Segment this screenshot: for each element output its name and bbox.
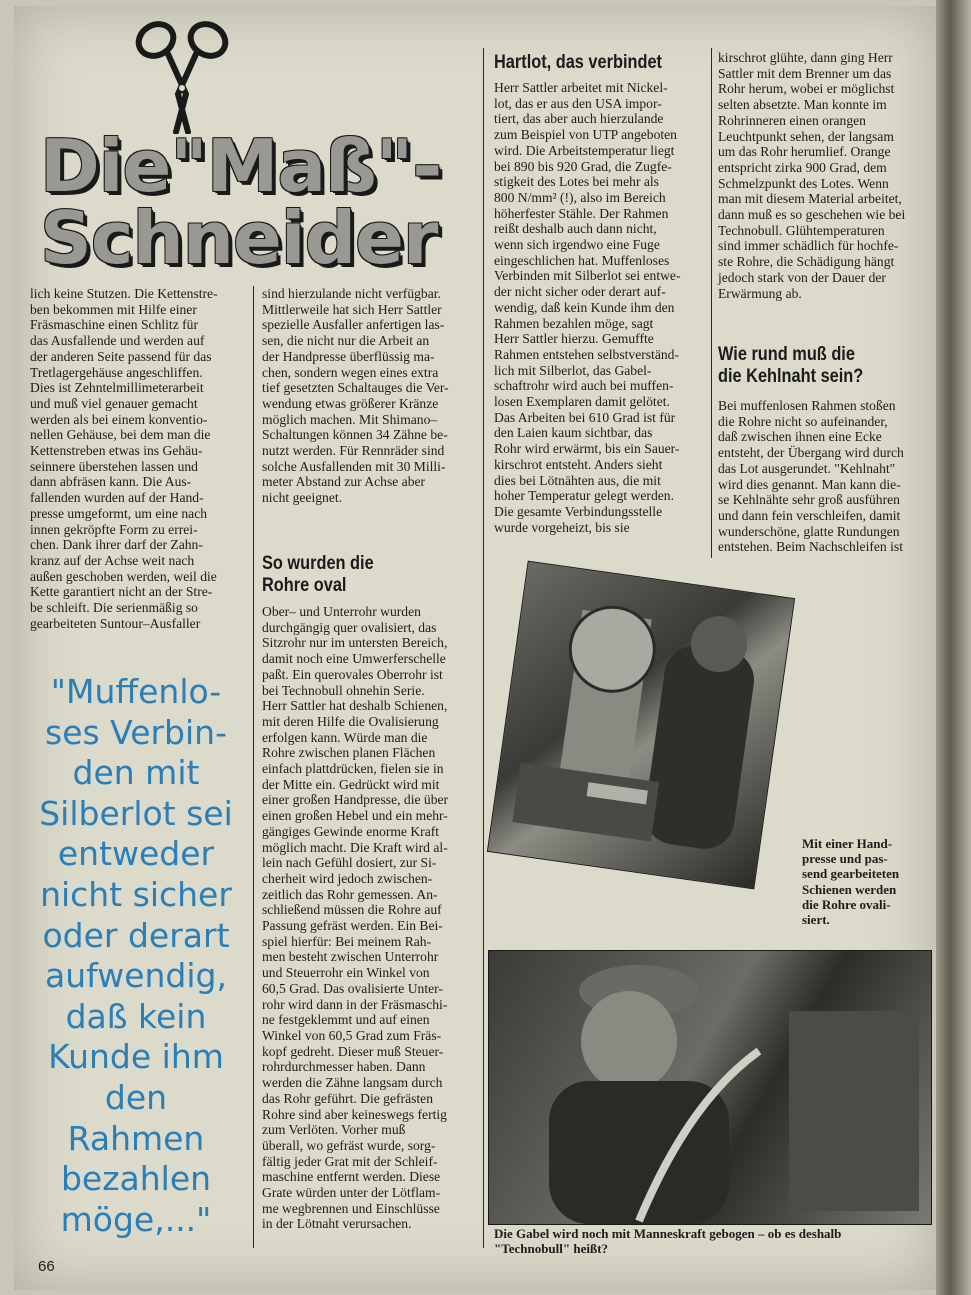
next-page-edge <box>936 0 971 1295</box>
column-4-text-top: kirschrot glühte, dann ging Herr Sattler mit dem Brenner um das Rohr herum, wobei er möglichst selten absetzte. Man konnte im Rohrinneren einen orangen Leuchtpunkt sehen, der langsam um das Rohr herumlief. Orange entspricht zirka 900 Grad, dem Schmelzpunkt des Lotes. Wenn man mit diesem Material arbeitet, dann muß es so geschehen wie bei Technobull. Glühtemperaturen sind immer schädlich für hochfe- ste Rohre, die Schädigung hängt jedoch stark von der Dauer der Erwärmung ab. <box>718 50 906 301</box>
photo-handpress-image <box>488 562 794 888</box>
article-title-line1: Die"Maß"- <box>40 124 442 208</box>
scissors-icon <box>128 14 238 134</box>
pull-quote: "Muffenlo- ses Verbin- den mit Silberlot sei entweder nicht sicher oder derart aufwendig, daß kein Kunde ihm den Rahmen bezahlen möge,..." <box>39 672 233 1239</box>
photo-2-caption: Die Gabel wird noch mit Manneskraft gebogen – ob es deshalb "Technobull" heißt? <box>494 1226 842 1257</box>
subhead-rohre-oval: So wurden die Rohre oval <box>262 553 374 596</box>
column-divider <box>711 48 712 558</box>
photo-handpress <box>487 561 795 890</box>
column-divider <box>483 48 484 1248</box>
photo-fork-bending <box>488 950 932 1225</box>
column-3-text: Herr Sattler arbeitet mit Nickel- lot, das er aus den USA impor- tiert, das aber auch hierzulande zum Beispiel von UTP angeboten wird. Die Arbeitstemperatur liegt bei 890 bis 920 Grad, die Zugfe- stigkeit des Lotes bei mehr als 800 N/mm² (!), also im Bereich höherfester Stähle. Der Rahmen reißt deshalb auch dann nicht, wenn sich irgendwo eine Fuge eingeschlichen hat. Muffenloses Verbinden mit Silberlot sei entwe- der nicht sicher oder derart auf- wendig, daß kein Kunde ihm den Rahmen bezahlen möge, sagt Herr Sattler hierzu. Gemuffte Rahmen entstehen selbstverständ- lich mit Silberlot, das Gabel- schaftrohr wird auch bei muffen- losen Exemplaren damit gelötet. Das Arbeiten bei 610 Grad ist für den Laien kaum sichtbar, das Rohr wird erwärmt, bis ein Sauer- kirschrot entsteht. Anders sieht dies bei Lötnähten aus, die mit hoher Temperatur gelegt werden. Die gesamte Verbindungsstelle wurde vorgeheizt, bis sie <box>494 80 681 535</box>
column-4-text-bottom: Bei muffenlosen Rahmen stoßen die Rohre nicht so aufeinander, daß zwischen ihnen eine Ecke entsteht, der Übergang wird durch das Lot ausgerundet. "Kehlnaht" wird dies genannt. Man kann die- se Kehlnähte sehr groß ausführen und dann fein verschleifen, damit wunderschöne, glatte Rundungen entstehen. Beim Nachschleifen ist <box>718 398 904 555</box>
photo-1-caption: Mit einer Hand- presse und pas- send gearbeiteten Schienen werden die Rohre ovali- siert. <box>802 836 900 928</box>
page-number: 66 <box>38 1258 55 1275</box>
subhead-hartlot: Hartlot, das verbindet <box>494 52 662 73</box>
article-title-line2: Schneider <box>40 196 438 280</box>
column-divider <box>253 286 254 1248</box>
subhead-kehlnaht: Wie rund muß die die Kehlnaht sein? <box>718 344 864 387</box>
column-1-text: lich keine Stutzen. Die Kettenstre- ben bekommen mit Hilfe einer Fräsmaschine einen Schlitz für das Ausfallende und werden auf der anderen Seite passend für das Tretlagergehäuse angeschliffen. Dies ist Zehntelmillimeterarbeit und muß viel genauer gemacht werden als bei einem konventio- nellen Gehäuse, bei dem man die Kettenstreben etwas ins Gehäu- seinnere überstehen lassen und dann abfräsen kann. Die Aus- fallenden wurden auf der Hand- presse umgeformt, um eine nach innen gekröpfte Form zu errei- chen. Dank ihrer darf der Zahn- kranz auf der Achse weit nach außen geschoben werden, weil die Kette garantiert nicht an der Stre- be schleift. Die serienmäßig so gearbeiteten Suntour–Ausfaller <box>30 286 218 631</box>
column-2-text-top: sind hierzulande nicht verfügbar. Mittlerweile hat sich Herr Sattler spezielle Ausfaller anfertigen las- sen, die nicht nur die Arbeit an der Handpresse überflüssig ma- chen, sondern wegen eines extra tief gesetzten Schaltauges die Ver- wendung etwas größerer Kränze möglich machen. Mit Shimano– Schaltungen können 34 Zähne be- nutzt werden. Für Rennräder sind solche Ausfallenden mit 30 Milli- meter Abstand zur Achse aber nicht geeignet. <box>262 286 449 506</box>
column-2-text-bottom: Ober– und Unterrohr wurden durchgängig quer ovalisiert, das Sitzrohr nur im untersten Bereich, damit noch eine Umwerferschelle paßt. Ein querovales Oberrohr ist bei Technobull ohnehin Serie. Herr Sattler hat deshalb Schienen, mit deren Hilfe die Ovalisierung erfolgen kann. Würde man die Rohre zwischen planen Flächen einfach plattdrücken, fielen sie in der Mitte ein. Gedrückt wird mit einer großen Handpresse, die über einen großen Hebel und ein mehr- gängiges Gewinde enorme Kraft möglich macht. Die Kraft wird al- lein nach Gefühl dosiert, zur Si- cherheit wird jedoch zwischen- zeitlich das Rohr gemessen. An- schließend müssen die Rohre auf Passung gefräst werden. Ein Bei- spiel hierfür: Bei meinem Rah- men besteht zwischen Unterrohr und Steuerrohr ein Winkel von 60,5 Grad. Das ovalisierte Unter- rohr wird dann in der Fräsmaschi- ne festgeklemmt und auf einen Winkel von 60,5 Grad zum Fräs- kopf gedreht. Dieser muß Steuer- rohrdurchmesser haben. Dann werden die Zähne langsam durch das Rohr geführt. Die gefrästen Rohre sind aber keineswegs fertig zum Verlöten. Vorher muß überall, wo gefräst wurde, sorg- fältig jeder Grat mit der Schleif- maschine entfernt werden. Diese Grate würden unter der Lötflam- me wegbrennen und Einschlüsse in der Lötnaht verursachen. <box>262 604 449 1232</box>
photo-fork-bending-image <box>489 951 931 1224</box>
